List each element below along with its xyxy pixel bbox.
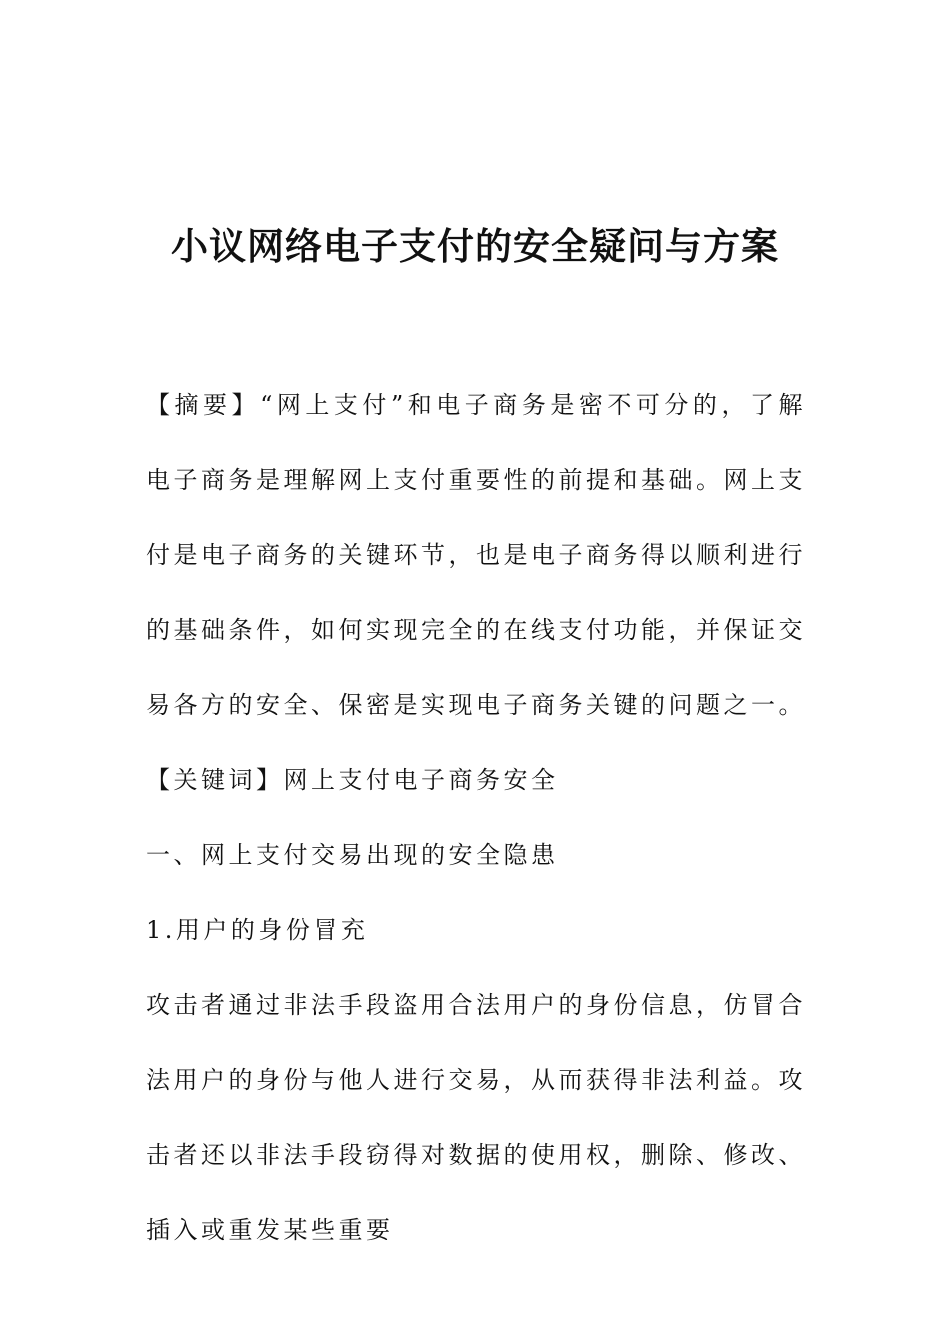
keywords-line: 【关键词】网上支付电子商务安全 [146,766,559,794]
section-heading: 一、网上支付交易出现的安全隐患 [146,841,559,869]
subsection-heading: 1.用户的身份冒充 [146,916,369,944]
document-title: 小议网络电子支付的安全疑问与方案 [171,225,779,268]
abstract-paragraph: 【摘要】“网上支付”和电子商务是密不可分的，了解电子商务是理解网上支付重要性的前提和基础。网上支付是电子商务的关键环节，也是电子商务得以顺利进行的基础条件，如何实现完全的在线支付功能，并保证交易各方的安全、保密是实现电子商务关键的问题之一。 [146,391,806,719]
body-paragraph: 攻击者通过非法手段盗用合法用户的身份信息，仿冒合法用户的身份与他人进行交易，从而获得非法利益。攻击者还以非法手段窃得对数据的使用权，删除、修改、插入或重发某些重要 [146,991,806,1244]
